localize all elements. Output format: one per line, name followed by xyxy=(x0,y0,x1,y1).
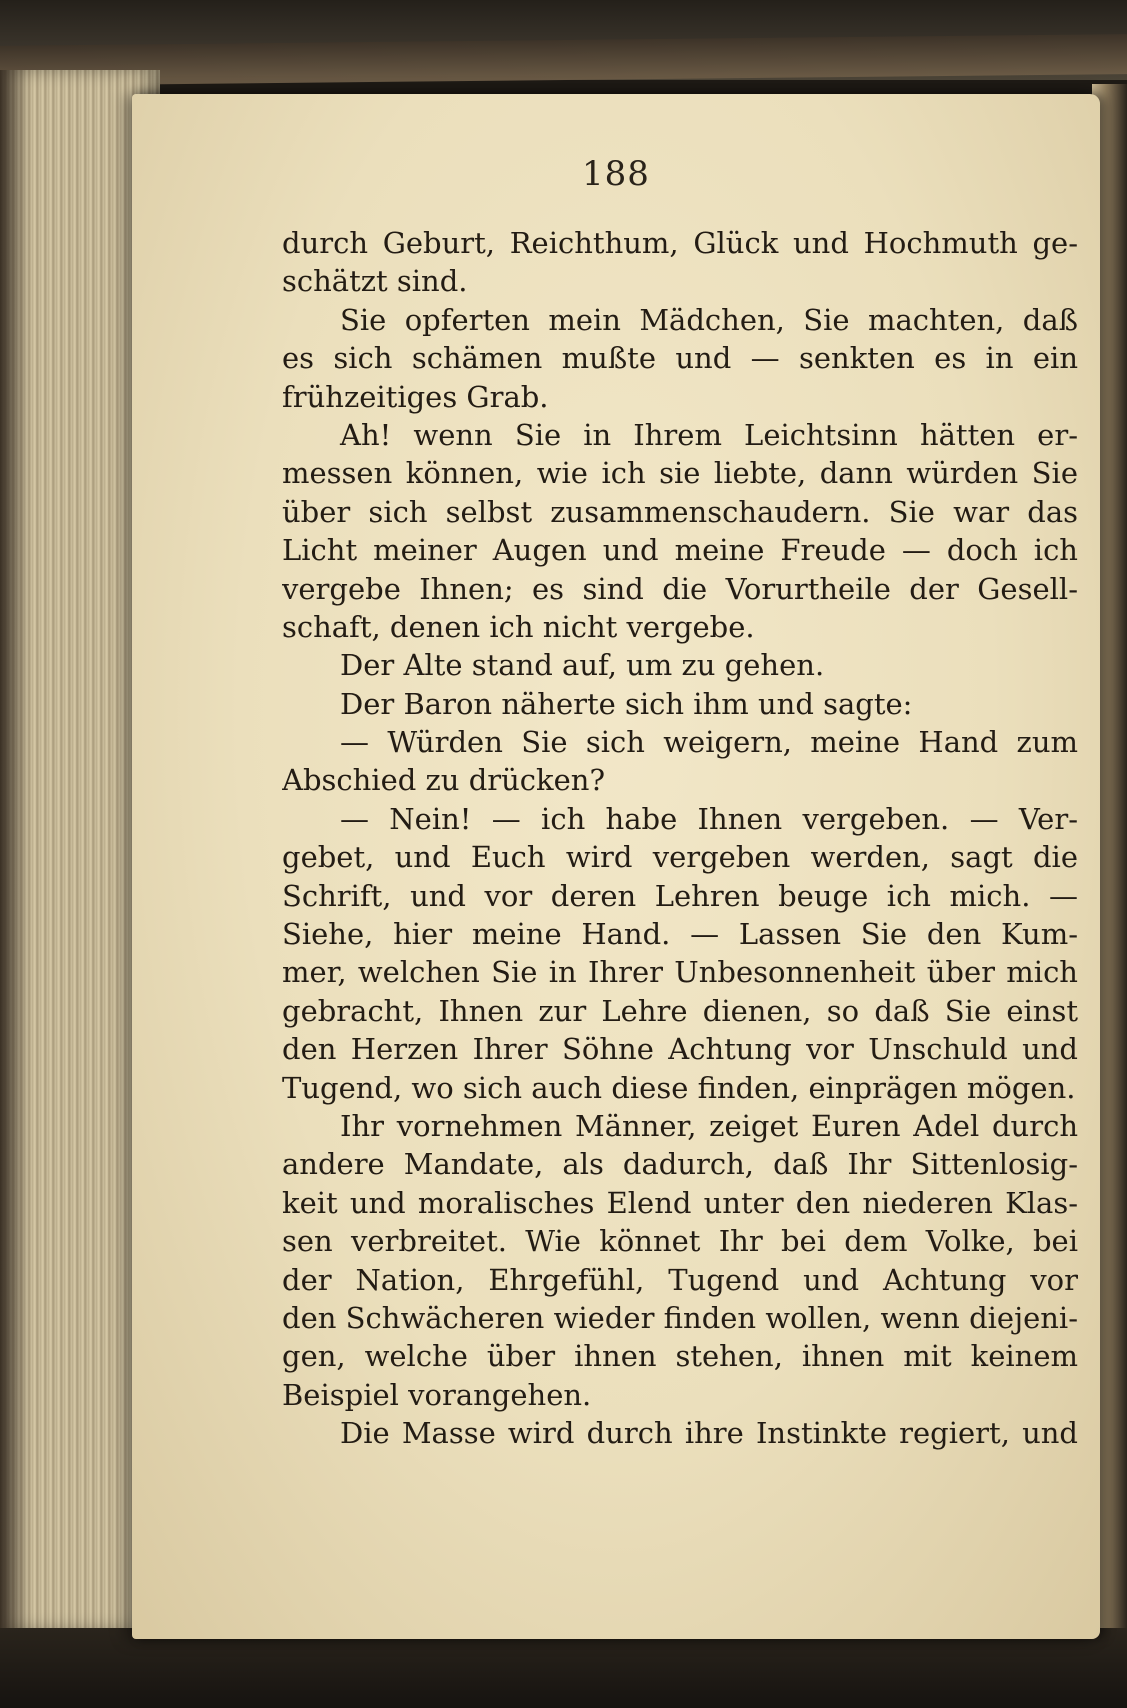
text-line: andere Mandate, als dadurch, daß Ihr Sittenlosig- xyxy=(282,1147,1078,1182)
text-line: Siehe, hier meine Hand. — Lassen Sie den Kum- xyxy=(282,917,1078,952)
text-line: frühzeitiges Grab. xyxy=(282,379,549,414)
text-line: Schrift, und vor deren Lehren beuge ich mich. — xyxy=(282,878,1078,913)
text-line: Der Alte stand auf, um zu gehen. xyxy=(340,648,825,683)
text-line: — Nein! — ich habe Ihnen vergeben. — Ver- xyxy=(340,801,1078,836)
text-line: gebracht, Ihnen zur Lehre dienen, so daß Sie einst xyxy=(282,993,1078,1028)
text-line: Der Baron näherte sich ihm und sagte: xyxy=(340,686,913,721)
text-line: den Schwächeren wieder finden wollen, wenn diejeni- xyxy=(282,1300,1078,1335)
text-line: — Würden Sie sich weigern, meine Hand zum xyxy=(340,725,1078,760)
text-line: der Nation, Ehrgefühl, Tugend und Achtung vor xyxy=(282,1262,1078,1297)
text-line: Sie opferten mein Mädchen, Sie machten, daß xyxy=(340,302,1078,337)
text-line: Tugend, wo sich auch diese finden, einprägen mögen. xyxy=(282,1070,1076,1105)
text-line: messen können, wie ich sie liebte, dann würden Sie xyxy=(282,456,1078,491)
body-text xyxy=(282,224,1078,1453)
bottom-shadow xyxy=(0,1628,1127,1708)
text-line: den Herzen Ihrer Söhne Achtung vor Unschuld und xyxy=(282,1032,1078,1067)
text-line: Ihr vornehmen Männer, zeiget Euren Adel durch xyxy=(340,1108,1078,1143)
text-line: Licht meiner Augen und meine Freude — doch ich xyxy=(282,533,1078,568)
text-line: schaft, denen ich nicht vergebe. xyxy=(282,609,755,644)
text-line: sen verbreitet. Wie könnet Ihr bei dem Volke, bei xyxy=(282,1224,1078,1259)
text-line: durch Geburt, Reichthum, Glück und Hochmuth ge- xyxy=(282,226,1078,260)
text-line: Beispiel vorangehen. xyxy=(282,1377,592,1412)
text-line: Ah! wenn Sie in Ihrem Leichtsinn hätten er- xyxy=(340,417,1078,452)
text-line: Die Masse wird durch ihre Instinkte regiert, und xyxy=(340,1416,1078,1451)
text-line: über sich selbst zusammenschaudern. Sie war das xyxy=(282,494,1078,529)
text-line: schätzt sind. xyxy=(282,264,468,299)
text-line: gebet, und Euch wird vergeben werden, sagt die xyxy=(282,840,1078,875)
text-line: vergebe Ihnen; es sind die Vorurtheile der Gesell- xyxy=(282,571,1078,606)
text-line: Abschied zu drücken? xyxy=(282,763,606,798)
book-page xyxy=(132,94,1100,1639)
text-line: mer, welchen Sie in Ihrer Unbesonnenheit über mich xyxy=(282,955,1078,990)
text-line: es sich schämen mußte und — senkten es in ein xyxy=(282,341,1078,376)
text-line: keit und moralisches Elend unter den niederen Klas- xyxy=(282,1185,1078,1220)
page-number: 188 xyxy=(582,154,650,194)
text-line: gen, welche über ihnen stehen, ihnen mit keinem xyxy=(282,1339,1078,1374)
